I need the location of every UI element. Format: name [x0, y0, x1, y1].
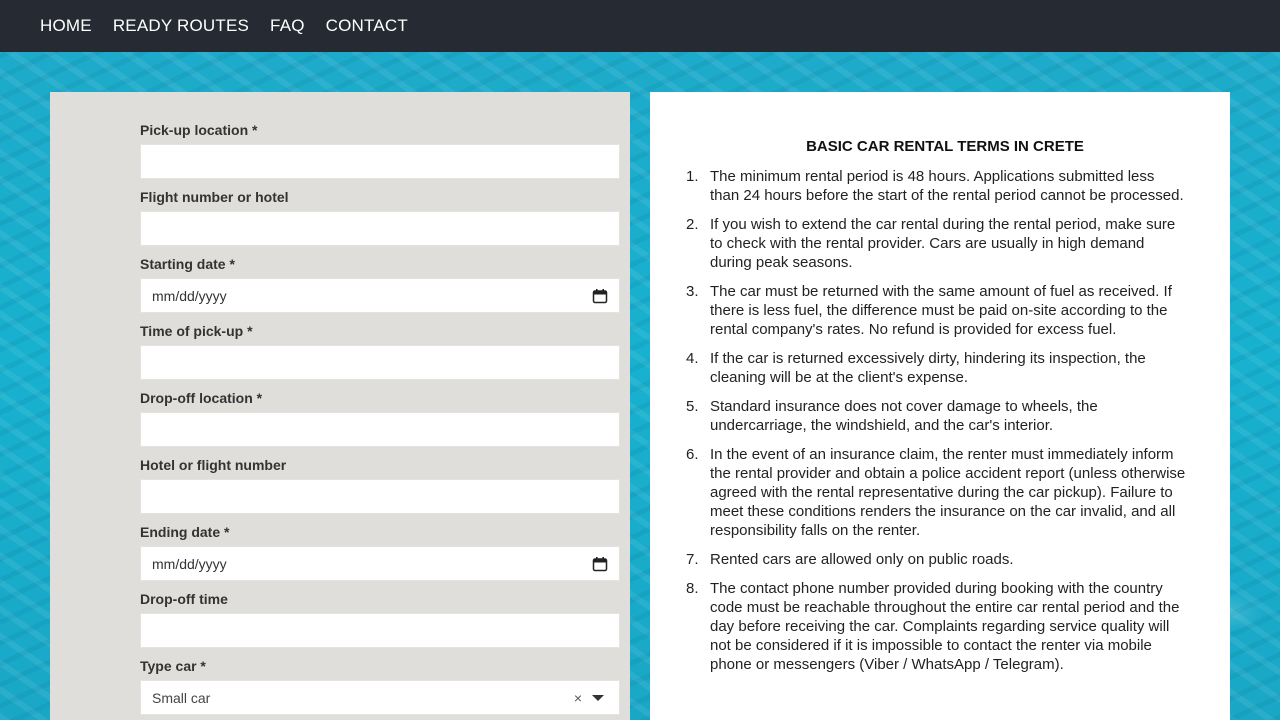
car-type-label: Type car *: [140, 658, 206, 674]
nav-ready-routes-link[interactable]: READY ROUTES: [112, 16, 250, 35]
flight-or-hotel-input[interactable]: [140, 211, 620, 246]
ending-date-placeholder: mm/dd/yyyy: [152, 555, 227, 572]
term-item: [686, 167, 1186, 205]
term-item: [686, 215, 1186, 272]
pickup-location-label: Pick-up location *: [140, 122, 258, 138]
ending-date-field: [140, 524, 620, 581]
nav-contact-link[interactable]: CONTACT: [325, 16, 408, 35]
hotel-or-flight-label: Hotel or flight number: [140, 457, 287, 473]
term-text: The minimum rental period is 48 hours. Applications submitted less than 24 hours before the start of the rental period cannot be processed.: [710, 168, 1184, 204]
term-item: [686, 349, 1186, 387]
flight-or-hotel-field: [140, 189, 620, 246]
term-number: 8.: [686, 580, 699, 597]
starting-date-input[interactable]: [140, 278, 620, 313]
starting-date-field: [140, 256, 620, 313]
clear-selection-icon[interactable]: ×: [573, 689, 582, 706]
term-text: If the car is returned excessively dirty, hindering its inspection, the cleaning will be at the client's expense.: [710, 350, 1146, 386]
starting-date-label: Starting date *: [140, 256, 235, 272]
term-number: 3.: [686, 283, 699, 300]
term-item: [686, 550, 1186, 569]
pickup-location-field: [140, 122, 620, 179]
term-number: 1.: [686, 168, 699, 185]
dropoff-location-input[interactable]: [140, 412, 620, 447]
term-number: 4.: [686, 350, 699, 367]
booking-form-panel: [50, 92, 630, 720]
dropoff-time-field: [140, 591, 620, 648]
term-number: 2.: [686, 216, 699, 233]
term-text: In the event of an insurance claim, the renter must immediately inform the rental provider and obtain a police accident report (unless otherwise agreed with the rental representative during the car pickup). Failure to meet these conditions renders the insurance on the car invalid, and all responsibility falls on the renter.: [710, 446, 1186, 539]
pickup-time-input[interactable]: [140, 345, 620, 380]
dropoff-time-input[interactable]: [140, 613, 620, 648]
term-item: [686, 397, 1186, 435]
term-item: [686, 282, 1186, 339]
car-type-field: [140, 658, 620, 715]
term-text: If you wish to extend the car rental during the rental period, make sure to check with the rental provider. Cars are usually in high demand during peak seasons.: [710, 216, 1176, 271]
term-number: 6.: [686, 446, 699, 463]
hotel-or-flight-input[interactable]: [140, 479, 620, 514]
top-navbar: [0, 0, 1280, 52]
car-type-select[interactable]: [140, 680, 620, 715]
term-number: 5.: [686, 398, 699, 415]
flight-or-hotel-label: Flight number or hotel: [140, 189, 289, 205]
term-text: Rented cars are allowed only on public roads.: [710, 551, 1014, 568]
term-item: [686, 445, 1186, 540]
term-item: [686, 579, 1186, 674]
car-type-selected-value: Small car: [152, 689, 211, 706]
term-number: 7.: [686, 551, 699, 568]
nav-home-link[interactable]: HOME: [40, 16, 92, 35]
calendar-icon[interactable]: [592, 556, 608, 572]
term-text: The contact phone number provided during booking with the country code must be reachable throughout the entire car rental period and the day before receiving the car. Complaints regarding service quality will not be considered if it is impossible to contact the renter via mobile phone or messengers (Viber / WhatsApp / Telegram).: [710, 580, 1180, 673]
dropoff-time-label: Drop-off time: [140, 591, 228, 607]
chevron-down-icon[interactable]: [592, 695, 604, 701]
terms-list: [686, 167, 1186, 684]
dropoff-location-field: [140, 390, 620, 447]
ending-date-input[interactable]: [140, 546, 620, 581]
ending-date-label: Ending date *: [140, 524, 230, 540]
nav-faq-link[interactable]: FAQ: [270, 16, 305, 35]
terms-title: BASIC CAR RENTAL TERMS IN CRETE: [806, 138, 1084, 155]
pickup-time-label: Time of pick-up *: [140, 323, 253, 339]
pickup-location-input[interactable]: [140, 144, 620, 179]
calendar-icon[interactable]: [592, 288, 608, 304]
term-text: The car must be returned with the same amount of fuel as received. If there is less fuel, the difference must be paid on-site according to the rental company's rates. No refund is provided for excess fuel.: [710, 283, 1172, 338]
pickup-time-field: [140, 323, 620, 380]
rental-terms-panel: [650, 92, 1230, 720]
dropoff-location-label: Drop-off location *: [140, 390, 263, 406]
hotel-or-flight-field: [140, 457, 620, 514]
term-text: Standard insurance does not cover damage to wheels, the undercarriage, the windshield, and the car's interior.: [710, 398, 1098, 434]
starting-date-placeholder: mm/dd/yyyy: [152, 287, 227, 304]
